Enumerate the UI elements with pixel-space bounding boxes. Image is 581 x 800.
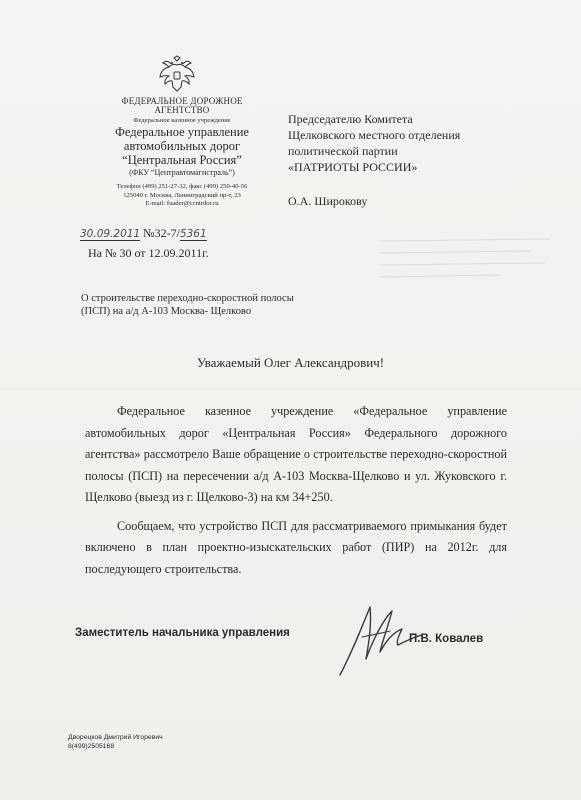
department-name: Федеральное управление автомобильных дорог “Центральная Россия” — [115, 125, 249, 167]
body-paragraph-2: Сообщаем, что устройство ПСП для рассматриваемого примыкания будет включено в план проектно-изыскательских работ (ПИР) на 2012г. для последующего строительства. — [85, 518, 507, 576]
department-short-name: (ФКУ “Центравтомагистраль”) — [129, 168, 235, 177]
subject-line-2: (ПСП) на а/д А-103 Москва- Щелково — [81, 306, 252, 317]
phone-fax: Телефон (499) 251-27-32, факс (499) 250-40-56 — [116, 183, 248, 190]
executor-name: Дворецков Дмитрий Игоревич — [68, 734, 163, 741]
addressee-line-2: Щелковского местного отделения — [288, 128, 461, 142]
addressee-block — [288, 111, 528, 209]
executor-block — [68, 733, 163, 751]
addressee-line-1: Председателю Комитета — [288, 112, 413, 126]
body-paragraph-1: Федеральное казенное учреждение «Федеральное управление автомобильных дорог «Центральная Россия» Федерального дорожного агентства» рассмотрело Ваше обращение о строительстве переходно-скоростной полосы (ПСП) на пересечении а/д А-103 Москва-Щелково и ул. Жуковского г. Щелково (выезд из г. Щелково-3) на км 34+250. — [85, 404, 507, 504]
outgoing-reference — [80, 226, 207, 241]
incoming-reference: На № 30 от 12.09.2011г. — [88, 246, 209, 260]
reference-number-prefix: №32-7/ — [143, 226, 180, 240]
letterhead — [98, 97, 266, 209]
letter-body — [85, 401, 507, 580]
handwritten-date: 30.09.2011 — [80, 228, 141, 240]
greeting: Уважаемый Олег Александрович! — [196, 355, 385, 370]
bleed-through-marks — [380, 235, 560, 285]
postal-address: 125040 г. Москва, Ленинградский пр-т, 23 — [123, 191, 241, 199]
email-address: E-mail: fuader@ccntrdor.ru — [145, 200, 219, 208]
signatory-name: П.В. Ковалев — [409, 633, 484, 645]
agency-name: ФЕДЕРАЛЬНОЕ ДОРОЖНОЕ АГЕНТСТВО — [121, 96, 243, 115]
subject-line-1: О строительстве переходно-скоростной полосы — [81, 293, 294, 304]
coat-of-arms-icon — [157, 55, 197, 93]
handwritten-number: 5361 — [179, 228, 207, 240]
subject-block — [81, 292, 361, 318]
executor-phone: 8(499)2505168 — [68, 743, 115, 750]
addressee-line-3: политической партии — [288, 144, 398, 158]
signatory-title: Заместитель начальника управления — [75, 627, 290, 639]
institution-type: Федеральное казенное учреждение — [133, 117, 231, 124]
contacts — [98, 183, 266, 209]
addressee-name: О.А. Широкову — [288, 194, 368, 208]
paper-fold — [0, 388, 581, 389]
addressee-line-4: «ПАТРИОТЫ РОССИИ» — [288, 160, 418, 174]
